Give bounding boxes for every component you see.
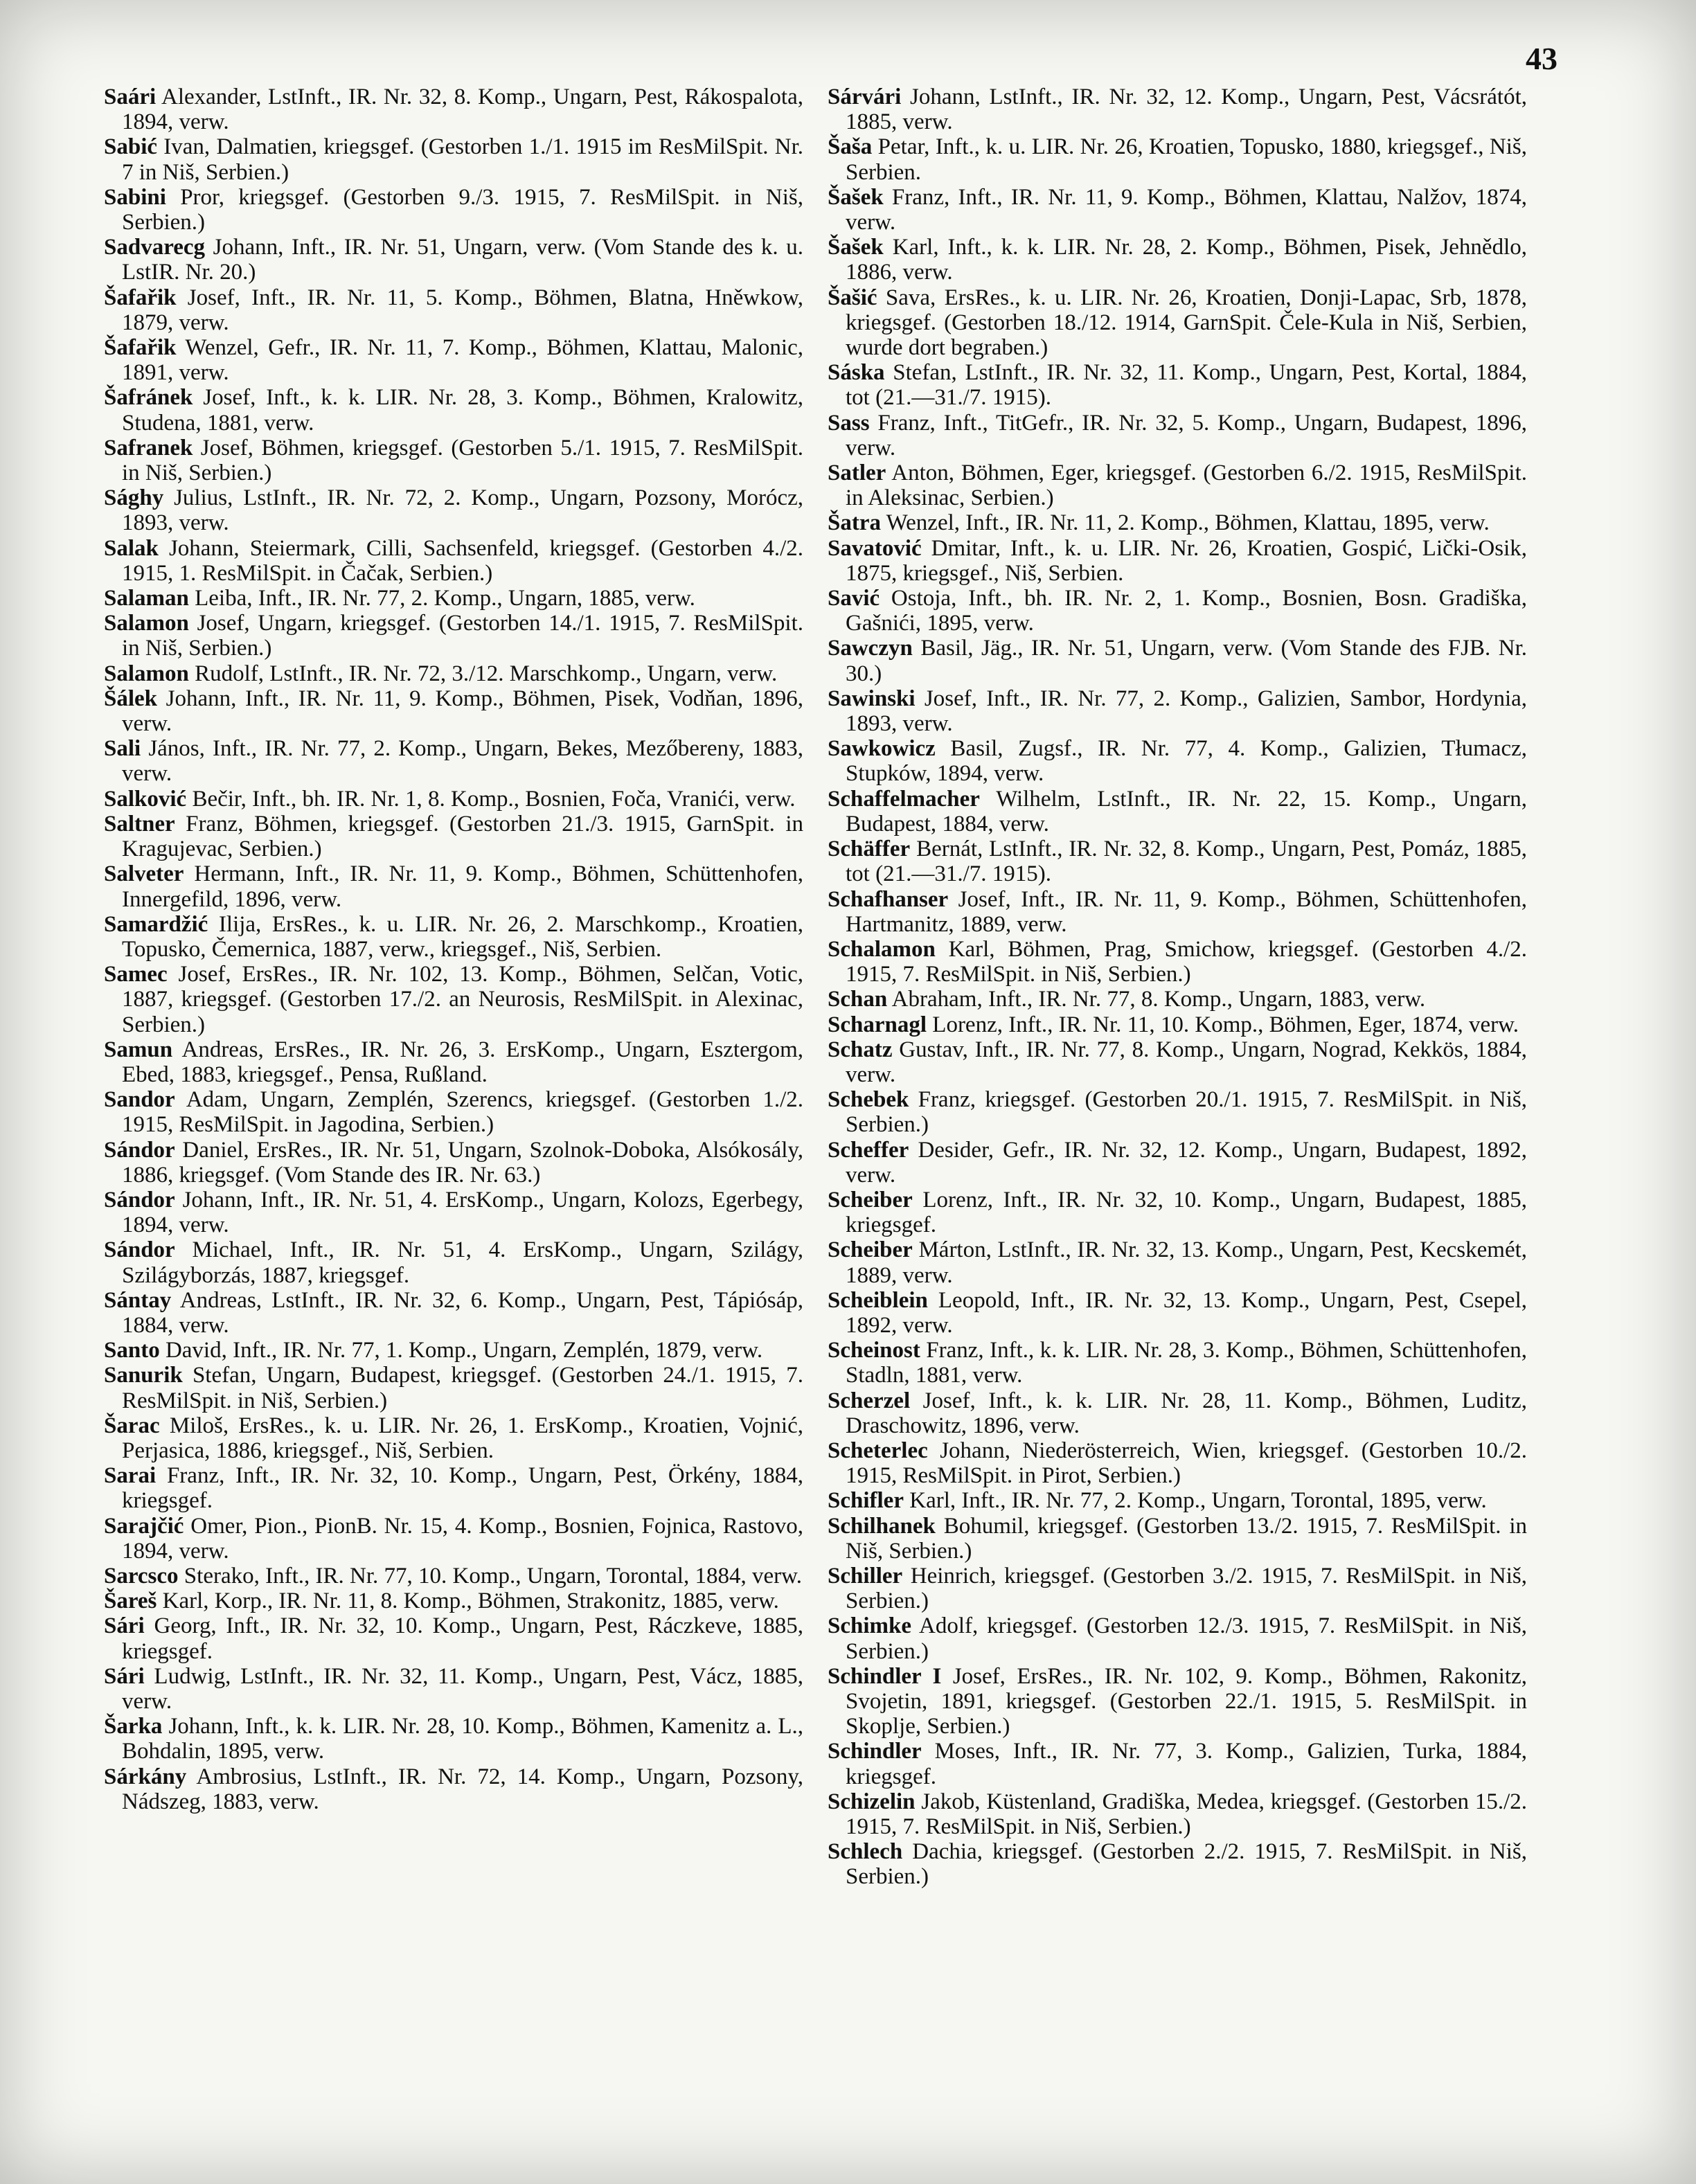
list-item (104, 485, 803, 535)
list-item (104, 1463, 803, 1513)
entry-text: Josef, ErsRes., IR. Nr. 102, 13. Komp., Böhmen, Selčan, Votic, 1887, kriegsgef. (Gestorben 17./2. an Neurosis, ResMilSpit. in Alexinac, Serbien.) (122, 962, 803, 1037)
entry-name: Schimke (828, 1613, 912, 1639)
entry-name: Sándor (104, 1187, 175, 1212)
list-item (104, 1237, 803, 1287)
list-item (104, 686, 803, 736)
entry-name: Samardžić (104, 911, 208, 937)
entry-name: Schaffelmacher (828, 786, 980, 812)
entry-name: Šašek (828, 184, 884, 210)
entry-text: Karl, Inft., k. k. LIR. Nr. 28, 2. Komp., Böhmen, Pisek, Jehnědlo, 1886, verw. (846, 235, 1527, 285)
list-item (104, 335, 803, 385)
entry-text: Wilhelm, LstInft., IR. Nr. 22, 15. Komp., Ungarn, Budapest, 1884, verw. (846, 786, 1527, 836)
list-item (828, 510, 1527, 535)
entry-name: Sawinski (828, 686, 916, 711)
entry-text: Franz, Böhmen, kriegsgef. (Gestorben 21./3. 1915, GarnSpit. in Kragujevac, Serbien.) (122, 811, 803, 862)
list-item (828, 1564, 1527, 1613)
entry-text: János, Inft., IR. Nr. 77, 2. Komp., Ungarn, Bekes, Mezőbereny, 1883, verw. (122, 736, 803, 787)
list-item (104, 1037, 803, 1087)
entry-name: Sawczyn (828, 636, 913, 661)
entry-text: Gustav, Inft., IR. Nr. 77, 8. Komp., Ungarn, Nograd, Kekkös, 1884, verw. (846, 1037, 1528, 1087)
entry-text: Andreas, LstInft., IR. Nr. 32, 6. Komp., Ungarn, Pest, Tápiósáp, 1884, verw. (122, 1287, 803, 1338)
entry-name: Schalamon (828, 936, 936, 962)
entry-name: Savić (828, 586, 880, 611)
entry-text: Ilija, ErsRes., k. u. LIR. Nr. 26, 2. Marschkomp., Kroatien, Topusko, Čemernica, 1887, verw., kriegsgef., Niš, Serbien. (122, 911, 803, 962)
entry-name: Šašić (828, 285, 877, 310)
entry-text: Franz, Inft., IR. Nr. 11, 9. Komp., Böhmen, Klattau, Nalžov, 1874, verw. (846, 184, 1527, 235)
entry-name: Salamon (104, 661, 189, 686)
entry-text: Bečir, Inft., bh. IR. Nr. 1, 8. Komp., Bosnien, Foča, Vranići, verw. (192, 786, 796, 812)
list-item (104, 586, 803, 611)
entry-name: Schifler (828, 1488, 904, 1514)
entry-text: Josef, Inft., IR. Nr. 77, 2. Komp., Galizien, Sambor, Hordynia, 1893, verw. (846, 686, 1528, 737)
list-item (828, 1789, 1527, 1839)
entry-name: Sawkowicz (828, 736, 936, 762)
entry-name: Schiller (828, 1563, 903, 1588)
entry-name: Samun (104, 1037, 173, 1062)
entry-name: Šareš (104, 1588, 157, 1614)
entry-name: Sali (104, 736, 141, 762)
entry-text: Franz, Inft., TitGefr., IR. Nr. 32, 5. Komp., Ungarn, Budapest, 1896, verw. (846, 410, 1527, 460)
entry-name: Schindler I (828, 1663, 942, 1689)
entry-name: Schatz (828, 1037, 893, 1062)
entry-text: Desider, Gefr., IR. Nr. 32, 12. Komp., Ungarn, Budapest, 1892, verw. (846, 1137, 1527, 1188)
entry-text: Franz, kriegsgef. (Gestorben 20./1. 1915, 7. ResMilSpit. in Niš, Serbien.) (846, 1087, 1527, 1138)
list-item (828, 1664, 1527, 1739)
entry-text: Georg, Inft., IR. Nr. 32, 10. Komp., Ungarn, Pest, Ráczkeve, 1885, kriegsgef. (122, 1613, 804, 1664)
list-item (104, 661, 803, 686)
list-item (828, 360, 1527, 410)
entry-name: Safranek (104, 435, 193, 460)
entry-text: Josef, Inft., IR. Nr. 11, 5. Komp., Böhmen, Blatna, Hněwkow, 1879, verw. (122, 285, 803, 335)
entry-name: Salković (104, 786, 187, 812)
entry-text: Dmitar, Inft., k. u. LIR. Nr. 26, Kroatien, Gospić, Lički-Osik, 1875, kriegsgef., Niš, Serbien. (846, 535, 1528, 586)
entry-text: Heinrich, kriegsgef. (Gestorben 3./2. 1915, 7. ResMilSpit. in Niš, Serbien.) (846, 1563, 1527, 1614)
entry-text: Johann, LstInft., IR. Nr. 32, 12. Komp., Ungarn, Pest, Vácsrátót, 1885, verw. (846, 84, 1527, 135)
entry-name: Šafařik (104, 285, 177, 310)
list-item (828, 460, 1527, 510)
entry-name: Sarai (104, 1463, 157, 1489)
entry-name: Sabini (104, 184, 166, 210)
entry-name: Scheiblein (828, 1287, 928, 1313)
entry-name: Sántay (104, 1287, 172, 1313)
entry-text: Hermann, Inft., IR. Nr. 11, 9. Komp., Böhmen, Schüttenhofen, Innergefild, 1896, verw. (122, 861, 803, 912)
entry-name: Samec (104, 962, 168, 987)
list-item (828, 636, 1527, 686)
list-item (104, 1363, 803, 1413)
entry-name: Scheffer (828, 1137, 909, 1163)
entry-name: Santo (104, 1338, 160, 1363)
entry-text: Márton, LstInft., IR. Nr. 32, 13. Komp., Ungarn, Pest, Kecskemét, 1889, verw. (846, 1237, 1528, 1288)
entry-name: Scheterlec (828, 1438, 928, 1463)
list-item (104, 536, 803, 586)
list-item (828, 1138, 1527, 1188)
entry-name: Sárvári (828, 84, 902, 109)
list-item (828, 1613, 1527, 1663)
entry-text: Julius, LstInft., IR. Nr. 72, 2. Komp., Ungarn, Pozsony, Morócz, 1893, verw. (122, 485, 803, 536)
entry-name: Sanurik (104, 1363, 183, 1388)
list-item (104, 285, 803, 335)
list-item (828, 285, 1527, 361)
list-item (828, 134, 1527, 184)
list-item (828, 887, 1527, 937)
entry-name: Schebek (828, 1087, 909, 1113)
list-item (104, 134, 803, 184)
list-item (828, 1739, 1527, 1789)
entry-text: Wenzel, Inft., IR. Nr. 11, 2. Komp., Böhmen, Klattau, 1895, verw. (886, 510, 1490, 536)
list-item (104, 436, 803, 485)
entry-name: Sári (104, 1663, 145, 1689)
entry-text: Lorenz, Inft., IR. Nr. 32, 10. Komp., Ungarn, Budapest, 1885, kriegsgef. (846, 1187, 1528, 1238)
list-item (828, 736, 1527, 786)
list-item (104, 235, 803, 285)
entry-text: Adam, Ungarn, Zemplén, Szerencs, kriegsgef. (Gestorben 1./2. 1915, ResMilSpit. in Jagodina, Serbien.) (122, 1087, 803, 1138)
list-item (104, 812, 803, 861)
list-item (104, 185, 803, 235)
list-item (104, 1588, 803, 1613)
entry-text: Josef, Inft., k. k. LIR. Nr. 28, 3. Komp., Böhmen, Kralowitz, Studena, 1881, verw. (122, 385, 804, 436)
entry-text: Pror, kriegsgef. (Gestorben 9./3. 1915, 7. ResMilSpit. in Niš, Serbien.) (122, 184, 803, 235)
list-item (828, 1388, 1527, 1438)
entry-name: Schan (828, 987, 888, 1012)
list-item (104, 962, 803, 1037)
list-item (828, 686, 1527, 736)
list-item (104, 1764, 803, 1814)
entry-name: Sárkány (104, 1764, 187, 1789)
entry-text: Stefan, LstInft., IR. Nr. 32, 11. Komp., Ungarn, Pest, Kortal, 1884, tot (21.—31./7. 1915). (846, 360, 1527, 411)
list-item (828, 836, 1527, 886)
entry-name: Sass (828, 410, 870, 436)
list-item (104, 1514, 803, 1564)
list-item (828, 1037, 1527, 1087)
list-item (828, 84, 1527, 134)
entry-text: Miloš, ErsRes., k. u. LIR. Nr. 26, 1. ErsKomp., Kroatien, Vojnić, Perjasica, 1886, kriegsgef., Niš, Serbien. (122, 1413, 804, 1463)
entry-name: Schizelin (828, 1789, 916, 1814)
entry-name: Šarka (104, 1714, 163, 1739)
entry-text: Leopold, Inft., IR. Nr. 32, 13. Komp., Ungarn, Pest, Csepel, 1892, verw. (846, 1287, 1528, 1338)
entry-name: Savatović (828, 535, 922, 561)
list-item (828, 536, 1527, 586)
entry-text: Karl, Korp., IR. Nr. 11, 8. Komp., Böhmen, Strakonitz, 1885, verw. (162, 1588, 779, 1614)
entry-name: Sarajčić (104, 1513, 184, 1539)
entry-text: Wenzel, Gefr., IR. Nr. 11, 7. Komp., Böhmen, Klattau, Malonic, 1891, verw. (122, 335, 803, 386)
entry-text: Johann, Inft., IR. Nr. 11, 9. Komp., Böhmen, Pisek, Vodňan, 1896, verw. (122, 686, 803, 737)
entry-text: Josef, Ungarn, kriegsgef. (Gestorben 14./1. 1915, 7. ResMilSpit. in Niš, Serbien.) (122, 611, 804, 661)
list-item (828, 1237, 1527, 1287)
list-item (104, 84, 803, 134)
list-item (828, 1514, 1527, 1564)
list-item (828, 1087, 1527, 1137)
list-item (104, 1714, 803, 1764)
entry-name: Sári (104, 1613, 145, 1639)
entry-name: Scharnagl (828, 1012, 927, 1037)
entry-name: Schafhanser (828, 886, 949, 912)
entry-text: Franz, Inft., IR. Nr. 32, 10. Komp., Ungarn, Pest, Örkény, 1884, kriegsgef. (122, 1463, 804, 1514)
entry-text: Abraham, Inft., IR. Nr. 77, 8. Komp., Ungarn, 1883, verw. (891, 987, 1426, 1012)
list-item (104, 1188, 803, 1237)
right-column (828, 84, 1527, 1890)
entry-text: Josef, Böhmen, kriegsgef. (Gestorben 5./1. 1915, 7. ResMilSpit. in Niš, Serbien.) (122, 435, 803, 486)
entry-text: Andreas, ErsRes., IR. Nr. 26, 3. ErsKomp., Ungarn, Esztergom, Ebed, 1883, kriegsgef., Pensa, Rußland. (122, 1037, 803, 1087)
entry-text: Alexander, LstInft., IR. Nr. 32, 8. Komp., Ungarn, Pest, Rákospalota, 1894, verw. (122, 84, 803, 135)
list-item (104, 1338, 803, 1363)
list-item (828, 987, 1527, 1012)
entry-name: Schindler (828, 1739, 922, 1764)
entry-text: Jakob, Küstenland, Gradiška, Medea, kriegsgef. (Gestorben 15./2. 1915, 7. ResMilSpit. in Niš, Serbien.) (846, 1789, 1527, 1840)
list-item (828, 411, 1527, 460)
list-item (104, 1288, 803, 1338)
entry-name: Sándor (104, 1137, 175, 1163)
entry-text: Michael, Inft., IR. Nr. 51, 4. ErsKomp., Ungarn, Szilágy, Szilágyborzás, 1887, kriegsgef. (122, 1237, 803, 1288)
list-item (104, 1664, 803, 1714)
entry-text: Josef, Inft., IR. Nr. 11, 9. Komp., Böhmen, Schüttenhofen, Hartmanitz, 1889, verw. (846, 886, 1527, 937)
entry-name: Šašek (828, 235, 884, 260)
entry-text: Johann, Steiermark, Cilli, Sachsenfeld, kriegsgef. (Gestorben 4./2. 1915, 1. ResMilSpit. in Čačak, Serbien.) (122, 535, 803, 586)
list-item (828, 1839, 1527, 1889)
list-item (104, 1613, 803, 1663)
list-item (104, 611, 803, 661)
page-number: 43 (1526, 41, 1557, 76)
entry-text: Ludwig, LstInft., IR. Nr. 32, 11. Komp., Ungarn, Pest, Vácz, 1885, verw. (122, 1663, 804, 1714)
entry-name: Saltner (104, 811, 175, 836)
entry-text: Karl, Böhmen, Prag, Smichow, kriegsgef. (Gestorben 4./2. 1915, 7. ResMilSpit. in Niš, Serbien.) (846, 936, 1528, 987)
entry-name: Scheiber (828, 1237, 913, 1263)
entry-name: Sadvarecg (104, 235, 206, 260)
entry-name: Salaman (104, 586, 189, 611)
entry-text: Basil, Zugsf., IR. Nr. 77, 4. Komp., Galizien, Tłumacz, Stupków, 1894, verw. (846, 736, 1528, 787)
list-item (828, 1012, 1527, 1037)
list-item (828, 1488, 1527, 1513)
left-column (104, 84, 803, 1814)
entry-text: Josef, ErsRes., IR. Nr. 102, 9. Komp., Böhmen, Rakonitz, Svojetin, 1891, kriegsgef. (Gestorben 22./1. 1915, 5. ResMilSpit. in Skoplje, Serbien.) (846, 1663, 1527, 1739)
entry-text: Dachia, kriegsgef. (Gestorben 2./2. 1915, 7. ResMilSpit. in Niš, Serbien.) (846, 1839, 1528, 1890)
entry-name: Sabić (104, 134, 158, 160)
entry-text: Johann, Niederösterreich, Wien, kriegsgef. (Gestorben 10./2. 1915, ResMilSpit. in Pirot, Serbien.) (846, 1438, 1528, 1489)
list-item (828, 1288, 1527, 1338)
entry-text: Lorenz, Inft., IR. Nr. 11, 10. Komp., Böhmen, Eger, 1874, verw. (932, 1012, 1519, 1037)
list-item (828, 1338, 1527, 1388)
entry-text: Daniel, ErsRes., IR. Nr. 51, Ungarn, Szolnok-Doboka, Alsókosály, 1886, kriegsgef. (Vom Stande des IR. Nr. 63.) (122, 1137, 804, 1188)
list-item (104, 736, 803, 786)
entry-text: Stefan, Ungarn, Budapest, kriegsgef. (Gestorben 24./1. 1915, 7. ResMilSpit. in Niš, Serbien.) (122, 1363, 803, 1413)
entry-name: Šafařik (104, 335, 177, 361)
entry-name: Saári (104, 84, 157, 109)
entry-text: Basil, Jäg., IR. Nr. 51, Ungarn, verw. (Vom Stande des FJB. Nr. 30.) (846, 636, 1527, 686)
list-item (104, 787, 803, 812)
entry-text: Anton, Böhmen, Eger, kriegsgef. (Gestorben 6./2. 1915, ResMilSpit. in Aleksinac, Serbien.) (846, 460, 1527, 511)
entry-name: Sandor (104, 1087, 175, 1113)
entry-text: Johann, Inft., k. k. LIR. Nr. 28, 10. Komp., Böhmen, Kamenitz a. L., Bohdalin, 1895, verw. (122, 1714, 804, 1764)
entry-name: Šaša (828, 134, 873, 160)
list-item (828, 787, 1527, 836)
entry-name: Scheinost (828, 1338, 920, 1363)
entry-text: Josef, Inft., k. k. LIR. Nr. 28, 11. Komp., Böhmen, Luditz, Draschowitz, 1896, verw. (846, 1388, 1528, 1438)
entry-name: Scherzel (828, 1388, 911, 1413)
entry-text: Bohumil, kriegsgef. (Gestorben 13./2. 1915, 7. ResMilSpit. in Niš, Serbien.) (846, 1513, 1527, 1564)
entry-name: Šálek (104, 686, 158, 711)
entry-text: Leiba, Inft., IR. Nr. 77, 2. Komp., Ungarn, 1885, verw. (195, 586, 695, 611)
entry-text: Rudolf, LstInft., IR. Nr. 72, 3./12. Marschkomp., Ungarn, verw. (195, 661, 778, 686)
entry-name: Scheiber (828, 1187, 913, 1212)
entry-name: Salak (104, 535, 159, 561)
entry-text: Franz, Inft., k. k. LIR. Nr. 28, 3. Komp., Böhmen, Schüttenhofen, Stadln, 1881, verw. (846, 1338, 1528, 1388)
entry-text: Johann, Inft., IR. Nr. 51, Ungarn, verw. (Vom Stande des k. u. LstIR. Nr. 20.) (122, 235, 804, 285)
entry-text: Moses, Inft., IR. Nr. 77, 3. Komp., Galizien, Turka, 1884, kriegsgef. (846, 1739, 1528, 1789)
entry-name: Šarac (104, 1413, 160, 1438)
entry-name: Schlech (828, 1839, 903, 1865)
entry-text: Petar, Inft., k. u. LIR. Nr. 26, Kroatien, Topusko, 1880, kriegsgef., Niš, Serbien. (846, 134, 1528, 185)
entry-name: Šatra (828, 510, 881, 536)
entry-name: Satler (828, 460, 886, 486)
entry-text: Bernát, LstInft., IR. Nr. 32, 8. Komp., Ungarn, Pest, Pomáz, 1885, tot (21.—31./7. 1915). (846, 836, 1528, 887)
entry-name: Sághy (104, 485, 164, 511)
entry-text: Johann, Inft., IR. Nr. 51, 4. ErsKomp., Ungarn, Kolozs, Egerbegy, 1894, verw. (122, 1187, 803, 1238)
entry-text: Ivan, Dalmatien, kriegsgef. (Gestorben 1./1. 1915 im ResMilSpit. Nr. 7 in Niš, Serbien.) (122, 134, 803, 185)
entry-name: Sáska (828, 360, 885, 386)
list-item (104, 1413, 803, 1463)
list-item (104, 1087, 803, 1137)
entry-name: Sándor (104, 1237, 175, 1263)
entry-name: Šafránek (104, 385, 193, 411)
entry-text: Adolf, kriegsgef. (Gestorben 12./3. 1915, 7. ResMilSpit. in Niš, Serbien.) (846, 1613, 1527, 1664)
entry-name: Schilhanek (828, 1513, 936, 1539)
list-item (828, 1438, 1527, 1488)
entry-text: Omer, Pion., PionB. Nr. 15, 4. Komp., Bosnien, Fojnica, Rastovo, 1894, verw. (122, 1513, 803, 1564)
list-item (104, 912, 803, 962)
entry-name: Schäffer (828, 836, 911, 862)
list-item (828, 235, 1527, 285)
list-item (104, 1138, 803, 1188)
entry-name: Sarcsco (104, 1563, 179, 1588)
list-item (104, 1564, 803, 1588)
list-item (828, 185, 1527, 235)
entry-name: Salveter (104, 861, 184, 887)
entry-name: Salamon (104, 611, 189, 636)
entry-text: Sava, ErsRes., k. u. LIR. Nr. 26, Kroatien, Donji-Lapac, Srb, 1878, kriegsgef. (Gestorben 18./12. 1914, GarnSpit. Čele-Kula in Niš, Serbien, wurde dort begraben.) (846, 285, 1527, 361)
entry-text: David, Inft., IR. Nr. 77, 1. Komp., Ungarn, Zemplén, 1879, verw. (165, 1338, 763, 1363)
entry-text: Ostoja, Inft., bh. IR. Nr. 2, 1. Komp., Bosnien, Bosn. Gradiška, Gašnići, 1895, verw. (846, 586, 1528, 636)
list-item (104, 861, 803, 911)
entry-text: Karl, Inft., IR. Nr. 77, 2. Komp., Ungarn, Torontal, 1895, verw. (909, 1488, 1487, 1514)
list-item (828, 586, 1527, 636)
list-item (828, 937, 1527, 987)
entry-text: Sterako, Inft., IR. Nr. 77, 10. Komp., Ungarn, Torontal, 1884, verw. (184, 1563, 803, 1588)
list-item (828, 1188, 1527, 1237)
list-item (104, 385, 803, 435)
entry-text: Ambrosius, LstInft., IR. Nr. 72, 14. Komp., Ungarn, Pozsony, Nádszeg, 1883, verw. (122, 1764, 803, 1814)
